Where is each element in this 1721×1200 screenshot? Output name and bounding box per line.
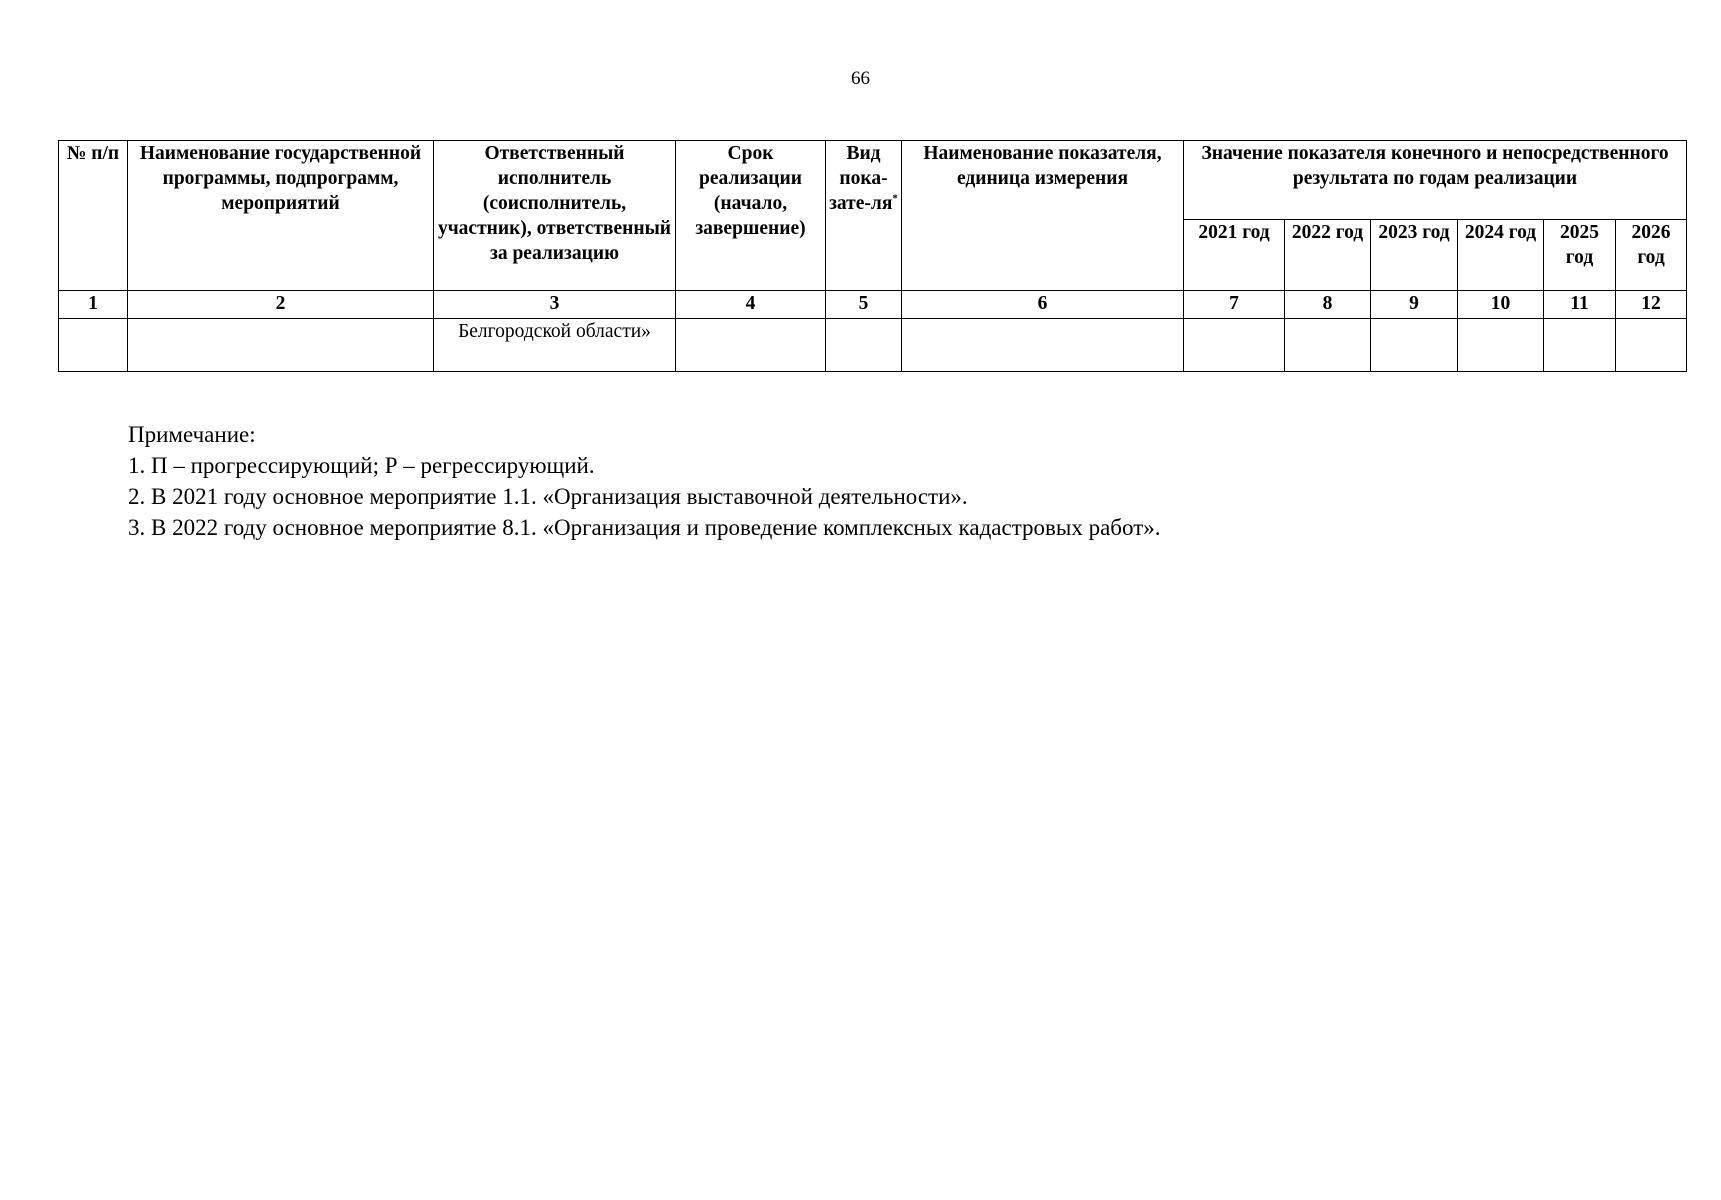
header-term: Срок реализации (начало, завершение)	[676, 141, 826, 291]
column-number: 7	[1184, 291, 1285, 319]
table-cell	[59, 319, 128, 372]
header-indicator-type-text: Вид пока-зате-ля	[829, 143, 893, 214]
column-number: 6	[902, 291, 1184, 319]
column-number: 11	[1544, 291, 1616, 319]
note-item: 1. П – прогрессирующий; Р – регрессирующий.	[128, 453, 595, 478]
header-year-2022: 2022 год	[1285, 220, 1371, 291]
column-number: 1	[59, 291, 128, 319]
table-cell	[128, 319, 434, 372]
note-item: 2. В 2021 году основное мероприятие 1.1. «Организация выставочной деятельности».	[128, 484, 968, 509]
column-number: 5	[826, 291, 902, 319]
header-number: № п/п	[59, 141, 128, 291]
column-number: 4	[676, 291, 826, 319]
table-cell	[676, 319, 826, 372]
table-cell	[1616, 319, 1687, 372]
table-cell	[1184, 319, 1285, 372]
footnote-mark: *	[892, 192, 898, 205]
table-row	[59, 319, 1687, 372]
column-number: 12	[1616, 291, 1687, 319]
table-cell	[1544, 319, 1616, 372]
table-cell	[1371, 319, 1458, 372]
notes-section	[128, 419, 1161, 543]
table-header-row	[59, 141, 1687, 220]
table-cell	[826, 319, 902, 372]
header-year-2025: 2025 год	[1544, 220, 1616, 291]
header-year-2023: 2023 год	[1371, 220, 1458, 291]
header-year-2024: 2024 год	[1458, 220, 1544, 291]
header-indicator-type	[826, 141, 902, 291]
table-cell: Белгородской области»	[434, 319, 676, 372]
table-cell	[902, 319, 1184, 372]
column-numbers-row	[59, 291, 1687, 319]
header-responsible: Ответственный исполнитель (соисполнитель, участник), ответственный за реализацию	[434, 141, 676, 291]
header-indicator-name: Наименование показателя, единица измерения	[902, 141, 1184, 291]
column-number: 2	[128, 291, 434, 319]
indicators-table	[58, 140, 1687, 372]
column-number: 8	[1285, 291, 1371, 319]
header-values-group: Значение показателя конечного и непосредственного результата по годам реализации	[1184, 141, 1687, 220]
note-item: 3. В 2022 году основное мероприятие 8.1. «Организация и проведение комплексных кадастровых работ».	[128, 515, 1161, 540]
header-program-name: Наименование государственной программы, подпрограмм, мероприятий	[128, 141, 434, 291]
column-number: 9	[1371, 291, 1458, 319]
column-number: 10	[1458, 291, 1544, 319]
table-cell	[1285, 319, 1371, 372]
header-year-2021: 2021 год	[1184, 220, 1285, 291]
page-number: 66	[851, 68, 870, 89]
header-year-2026: 2026 год	[1616, 220, 1687, 291]
table-cell	[1458, 319, 1544, 372]
notes-title: Примечание:	[128, 422, 256, 447]
column-number: 3	[434, 291, 676, 319]
